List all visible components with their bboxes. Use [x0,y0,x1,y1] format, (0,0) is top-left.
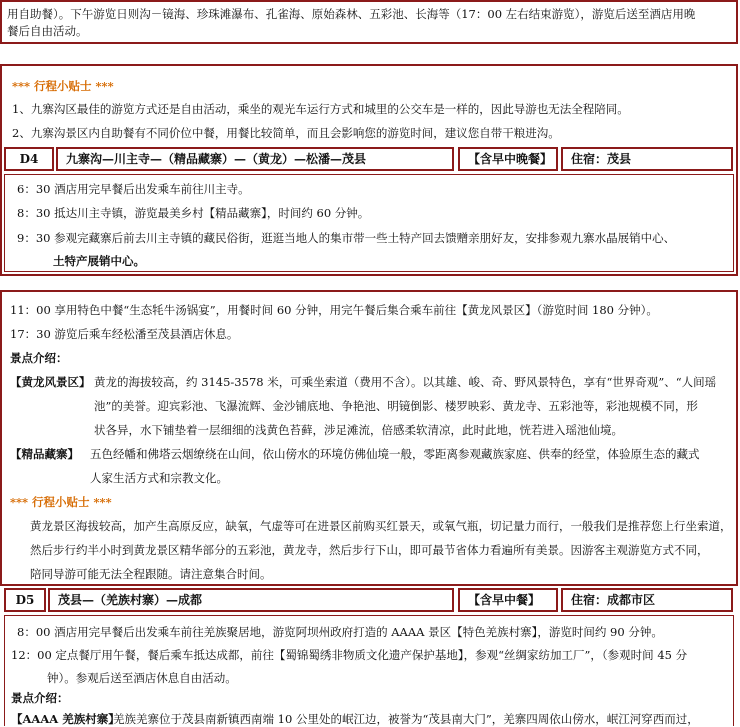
top-line-2: 餐后自由活动。 [7,24,88,38]
meals-d5: 【含早中餐】 [458,588,558,612]
tips-item-2: 2、九寨沟景区内自助餐有不同价位中餐，用餐比较简单，而且会影响您的游览时间，建议您自带干粮进沟。 [12,126,560,140]
d5-intro-title: 景点介绍： [11,691,69,705]
huanglong-line-1: 黄龙的海拔较高，约 3145-3578 米，可乘坐索道（费用不含）。以其雄、峻、奇、野风景特色，享有“世界奇观”、“人间瑶 [94,375,717,389]
tips-item-1: 1、九寨沟区最佳的游览方式还是自由活动，乘坐的观光车运行方式和城里的公交车是一样的，因此导游也无法全程陪同。 [12,102,629,116]
huanglong-line-3: 状各异，水下铺垫着一层细细的浅黄色苔藓，涉足滩流，倍感柔软清凉，此时此地，恍若进入瑶池仙境。 [94,423,623,437]
qiang-line: 羌族羌寨位于茂县南新镇西南端 10 公里处的岷江边，被誉为“茂县南大门”，羌寨四周依山傍水，岷江河穿西而过， [113,712,699,726]
route-d4: 九寨沟—川主寺—（精品藏寨）—（黄龙）—松潘—茂县 [56,147,454,171]
d4b-line-2: 17：30 游览后乘车经松潘至茂县酒店休息。 [10,327,239,341]
top-line-1: 用自助餐）。下午游览日则沟－镜海、珍珠滩瀑布、孔雀海、原始森林、五彩池、长海等（17：00 左右结束游览），游览后送至酒店用晚 [7,7,696,21]
d4-line-3: 9：30 参观完藏寨后前去川主寺镇的藏民俗街，逛逛当地人的集市带一些土特产回去馈赠亲朋好友，安排参观九寨水晶展销中心、 [17,231,676,245]
d4-line-2: 8：30 抵达川主寺镇，游览最美乡村【精品藏寨】，时间约 60 分钟。 [17,206,370,220]
zangzhai-line-1: 五色经幡和佛塔云烟缭绕在山间，依山傍水的环境仿佛仙境一般，零距离参观藏族家庭、供奉的经堂，体验原生态的藏式 [90,447,700,461]
tips2-line-2: 然后步行约半小时到黄龙景区精华部分的五彩池，黄龙寺，然后步行下山，即可最节省体力看遍所有美景。因游客主观游览方式不同， [30,543,709,557]
qiang-tag: 【AAAA 羌族村寨】 [11,712,120,726]
d5-line-1: 8：00 酒店用完早餐后出发乘车前往羌族聚居地，游览阿坝州政府打造的 AAAA 景区【特色羌族村寨】，游览时间约 90 分钟。 [17,625,663,639]
zangzhai-tag: 【精品藏寨】 [10,447,79,461]
meals-d4: 【含早中晚餐】 [458,147,558,171]
day-label-d5: D5 [4,588,46,612]
tips-title: *** 行程小贴士 *** [12,79,114,93]
huanglong-line-2: 池”的美誉。迎宾彩池、飞瀑流辉、金沙铺底地、争艳池、明镜倒影、楼罗映彩、黄龙寺、五彩池等，彩池规模不同，形 [94,399,698,413]
tips2-line-3: 陪同导游可能无法全程跟随。请注意集合时间。 [30,567,272,581]
stay-d4: 住宿：茂县 [561,147,733,171]
top-section [0,0,738,44]
day-label-d4: D4 [4,147,54,171]
huanglong-tag: 【黄龙风景区】 [10,375,91,389]
tips2-line-1: 黄龙景区海拔较高，加产生高原反应，缺氧，气虚等可在进景区前购买红景天，或氧气瓶，切记量力而行，一般我们是推荐您上行坐索道， [30,519,732,533]
d4-line-1: 6：30 酒店用完早餐后出发乘车前往川主寺。 [17,182,250,196]
d5-details [4,615,734,726]
intro-title: 景点介绍： [10,351,68,365]
tips2-title: *** 行程小贴士 *** [10,495,112,509]
d4b-line-1: 11：00 享用特色中餐“生态牦牛汤锅宴”，用餐时间 60 分钟，用完午餐后集合乘车前往【黄龙风景区】（游览时间 180 分钟）。 [10,303,658,317]
d4-continued [0,290,738,586]
d5-line-3: 钟）。参观后送至酒店休息自由活动。 [47,671,237,685]
zangzhai-line-2: 人家生活方式和宗教文化。 [90,471,228,485]
stay-d5: 住宿：成都市区 [561,588,733,612]
d5-line-2: 12：00 定点餐厅用午餐，餐后乘车抵达成都，前往【蜀锦蜀绣非物质文化遗产保护基地】，参观“丝绸家纺加工厂”，（参观时间 45 分 [11,648,688,662]
d4-line-4: 土特产展销中心。 [53,254,145,268]
route-d5: 茂县—（羌族村寨）—成都 [48,588,454,612]
d4-details [4,174,734,272]
